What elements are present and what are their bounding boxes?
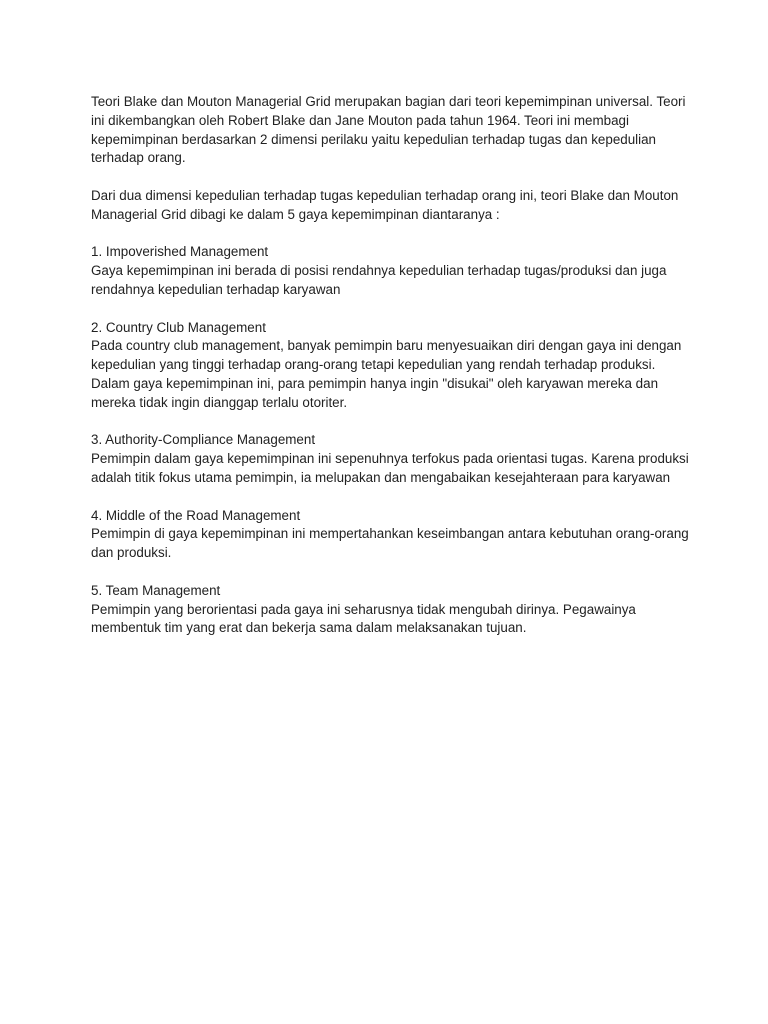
section-body: Pemimpin dalam gaya kepemimpinan ini sepenuhnya terfokus pada orientasi tugas. Karena produksi adalah titik fokus utama pemimpin, ia melupakan dan mengabaikan kesejahteraan para karyawan [91,451,689,485]
section-body: Pemimpin di gaya kepemimpinan ini mempertahankan keseimbangan antara kebutuhan orang-orang dan produksi. [91,526,689,561]
section-body: Pemimpin yang berorientasi pada gaya ini seharusnya tidak mengubah dirinya. Pegawainya membentuk tim yang erat dan bekerja sama dalam melaksanakan tujuan. [91,601,636,636]
leadership-style-section [91,582,691,638]
leadership-style-section [91,507,691,563]
section-title: 2. Country Club Management [91,319,266,335]
section-body: Gaya kepemimpinan ini berada di posisi rendahnya kepedulian terhadap tugas/produksi dan juga rendahnya kepedulian terhadap karyawan [91,263,667,297]
document-page [91,93,691,657]
section-body: Pada country club management, banyak pemimpin baru menyesuaikan diri dengan gaya ini dengan kepedulian yang tinggi terhadap orang-orang tetapi kepedulian yang rendah terhadap produksi. Dalam gaya kepemimpinan ini, para pemimpin hanya ingin "disukai" oleh karyawan mereka dan mereka tidak ingin dianggap terlalu otoriter. [91,338,682,410]
intro-paragraph: Dari dua dimensi kepedulian terhadap tugas kepedulian terhadap orang ini, teori Blake dan Mouton Managerial Grid dibagi ke dalam 5 gaya kepemimpinan diantaranya : [91,187,679,222]
leadership-style-section [91,243,691,299]
section-title: 5. Team Management [91,582,221,598]
intro-paragraph: Teori Blake dan Mouton Managerial Grid merupakan bagian dari teori kepemimpinan universal. Teori ini dikembangkan oleh Robert Blake dan Jane Mouton pada tahun 1964. Teori ini membagi kepemimpinan berdasarkan 2 dimensi perilaku yaitu kepedulian terhadap tugas dan kepedulian terhadap orang. [91,94,686,166]
section-title: 3. Authority-Compliance Management [91,432,316,448]
leadership-style-section [91,431,691,487]
leadership-style-section [91,319,691,413]
section-title: 4. Middle of the Road Management [91,507,301,523]
section-title: 1. Impoverished Management [91,244,269,260]
